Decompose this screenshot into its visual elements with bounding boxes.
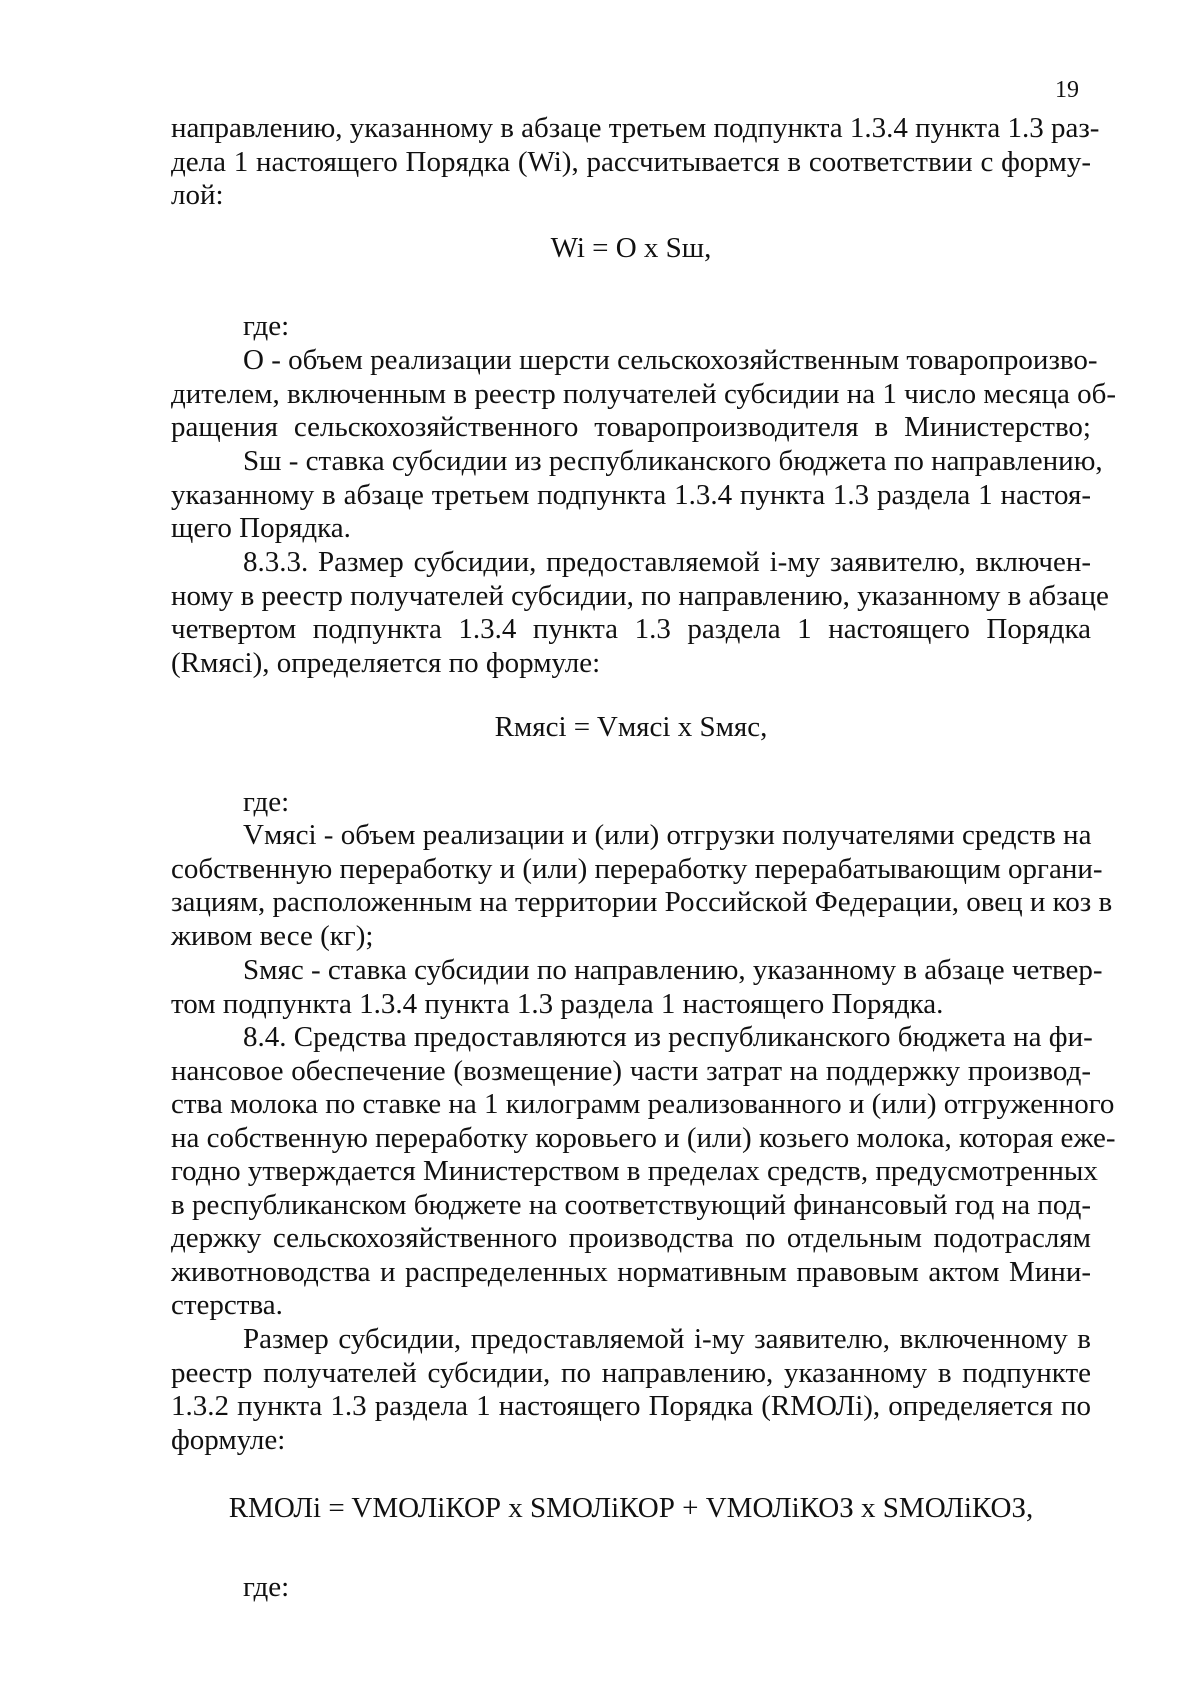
section-8-3-3 <box>171 546 1109 680</box>
text-line: ства молока по ставке на 1 килограмм реализованного и (или) отгруженного <box>171 1088 1115 1120</box>
text-line: в республиканском бюджете на соответствующий финансовый год на под- <box>171 1188 1091 1221</box>
where-label: где: <box>243 310 290 342</box>
text-line: 8.3.3. Размер субсидии, предоставляемой i-му заявителю, включен- <box>243 546 1091 578</box>
definition-vmyas <box>171 819 1113 953</box>
text-line: реестр получателей субсидии, по направлению, указанному в подпункте <box>171 1356 1091 1389</box>
text-line: (Rмясi), определяется по формуле: <box>171 646 601 679</box>
intro-paragraph <box>171 112 1100 213</box>
text-line: зациям, расположенным на территории Российской Федерации, овец и коз в <box>171 886 1113 918</box>
text-line: дителем, включенным в реестр получателей субсидии на 1 число месяца об- <box>171 377 1117 410</box>
text-line: живом весе (кг); <box>171 919 374 952</box>
definition-o <box>171 344 1117 445</box>
definition-smyas <box>171 954 1103 1021</box>
text-line: стерства. <box>171 1289 283 1321</box>
text-line: дела 1 настоящего Порядка (Wi), рассчитывается в соответствии с форму- <box>171 145 1091 178</box>
size-paragraph <box>171 1323 1091 1457</box>
text-line: 1.3.2 пункта 1.3 раздела 1 настоящего Порядка (RМОЛi), определяется по <box>171 1390 1091 1422</box>
text-line: Sш - ставка субсидии из республиканского бюджета по направлению, <box>243 445 1103 477</box>
text-line: направлению, указанному в абзаце третьем подпункта 1.3.4 пункта 1.3 раз- <box>171 112 1100 144</box>
text-line: годно утверждается Министерством в пределах средств, предусмотренных <box>171 1155 1098 1187</box>
text-line: держку сельскохозяйственного производства по отдельным подотраслям <box>171 1222 1091 1254</box>
text-line: ращения сельскохозяйственного товаропроизводителя в Министерство; <box>171 411 1091 443</box>
text-line: лой: <box>171 179 224 211</box>
text-line: том подпункта 1.3.4 пункта 1.3 раздела 1 настоящего Порядка. <box>171 987 944 1020</box>
text-line: на собственную переработку коровьего и (или) козьего молока, которая еже- <box>171 1121 1116 1154</box>
text-line: ному в реестр получателей субсидии, по направлению, указанному в абзаце <box>171 579 1109 612</box>
text-line: щего Порядка. <box>171 512 351 544</box>
page-number: 19 <box>1055 77 1079 103</box>
text-line: указанному в абзаце третьем подпункта 1.3.4 пункта 1.3 раздела 1 настоя- <box>171 478 1091 511</box>
text-line: Sмяс - ставка субсидии по направлению, указанному в абзаце четвер- <box>243 954 1103 986</box>
definition-sш <box>171 445 1103 546</box>
where-label: где: <box>243 786 290 818</box>
text-line: О - объем реализации шерсти сельскохозяйственным товаропроизво- <box>243 344 1098 376</box>
text-line: Размер субсидии, предоставляемой i-му заявителю, включенному в <box>243 1323 1091 1355</box>
formula-rmol: RМОЛi = VМОЛiКОР x SМОЛiКОР + VМОЛiКОЗ x SМОЛiКОЗ, <box>228 1492 1034 1524</box>
text-line: Vмясi - объем реализации и (или) отгрузки получателями средств на <box>243 819 1092 851</box>
text-line: 8.4. Средства предоставляются из республиканского бюджета на фи- <box>243 1021 1093 1053</box>
where-label: где: <box>243 1571 290 1603</box>
text-line: формуле: <box>171 1423 286 1456</box>
text-line: четвертом подпункта 1.3.4 пункта 1.3 раздела 1 настоящего Порядка <box>171 613 1091 645</box>
text-line: собственную переработку и (или) переработку перерабатывающим органи- <box>171 852 1103 885</box>
formula-rmyas: Rмясi = Vмясi x Sмяс, <box>494 711 768 743</box>
formula-wi: Wi = O x Sш, <box>550 232 712 264</box>
text-line: нансовое обеспечение (возмещение) части затрат на поддержку производ- <box>171 1054 1091 1087</box>
section-8-4 <box>171 1021 1116 1323</box>
text-line: животноводства и распределенных нормативным правовым актом Мини- <box>171 1255 1091 1288</box>
